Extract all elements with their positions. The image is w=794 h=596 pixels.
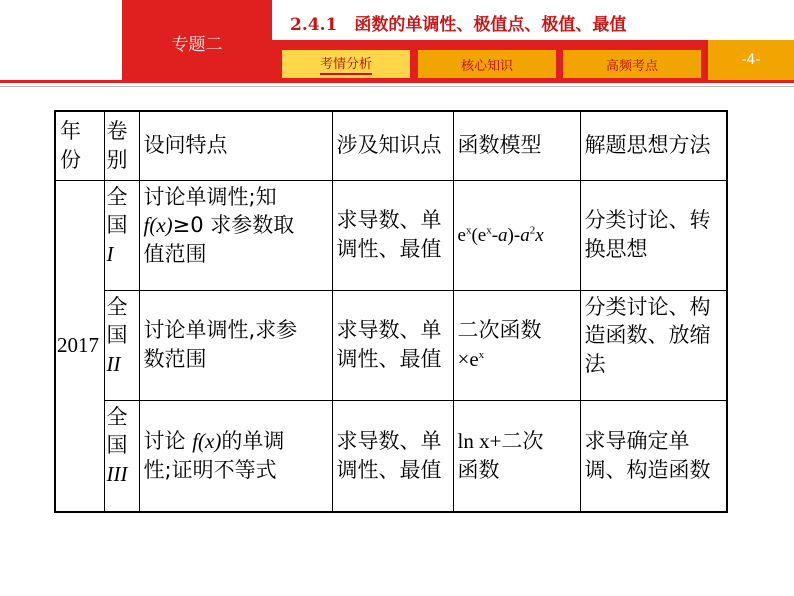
volume-numeral: II — [106, 352, 121, 377]
tab-core-knowledge-label: 核心知识 — [460, 58, 513, 74]
topic-banner — [122, 0, 272, 80]
exam-analysis-table — [54, 110, 728, 513]
header-knowledge: 涉及知识点 — [332, 111, 453, 180]
model-line: 函数 — [457, 457, 500, 482]
volume-cell — [104, 180, 139, 290]
method-text: 求导确定单 调、构造函数 — [584, 428, 711, 482]
tab-core-knowledge[interactable] — [418, 50, 556, 78]
tab-frequent-points[interactable] — [563, 50, 701, 78]
topic-label: 专题二 — [171, 34, 223, 55]
table-row — [55, 180, 727, 290]
volume-numeral: III — [106, 462, 128, 487]
table-header-row — [55, 111, 727, 180]
volume-prefix: 全国 — [106, 294, 128, 348]
section-title: 2.4.1 函数的单调性、极值点、极值、最值 — [290, 15, 627, 35]
feature-text: ≥0 求参数取 — [172, 213, 295, 238]
method-cell — [580, 180, 727, 290]
model-line: 二次函数 — [457, 318, 542, 343]
knowledge-cell — [332, 180, 453, 290]
model-line: ln x+二次 — [457, 428, 544, 453]
volume-cell — [104, 400, 139, 512]
header-divider — [0, 80, 794, 83]
volume-numeral: I — [106, 242, 114, 267]
feature-text: 讨论单调性,求参 数范围 — [143, 318, 298, 371]
function-fx: f(x) — [192, 428, 222, 453]
volume-prefix: 全国 — [106, 184, 128, 238]
feature-line: 值范围 — [143, 242, 207, 267]
feature-text: 的单调 — [221, 428, 285, 453]
volume-prefix: 全国 — [106, 404, 128, 458]
feature-line: 性;证明不等式 — [143, 457, 277, 482]
feature-line: 讨论单调性;知 — [143, 184, 277, 209]
knowledge-text: 求导数、单 调性、最值 — [336, 318, 442, 371]
model-cell — [453, 400, 580, 512]
model-cell — [453, 290, 580, 400]
knowledge-text: 求导数、单 调性、最值 — [336, 428, 442, 482]
header-model: 函数模型 — [453, 111, 580, 180]
header-divider-thin — [0, 86, 794, 87]
year-cell: 2017 — [55, 180, 104, 512]
knowledge-cell — [332, 400, 453, 512]
knowledge-text: 求导数、单 调性、最值 — [336, 208, 442, 261]
knowledge-cell — [332, 290, 453, 400]
header-year: 年份 — [55, 111, 104, 180]
tab-analysis-label: 考情分析 — [320, 53, 372, 75]
method-text: 分类讨论、转 换思想 — [584, 208, 711, 261]
page-number — [708, 40, 794, 80]
feature-cell — [139, 290, 332, 400]
header-method: 解题思想方法 — [580, 111, 727, 180]
header-feature: 设问特点 — [139, 111, 332, 180]
function-fx: f(x) — [143, 213, 173, 238]
model-formula: $e^x(e^x-a)-a^2x$ — [457, 225, 544, 247]
volume-cell — [104, 290, 139, 400]
header-volume: 卷别 — [104, 111, 139, 180]
model-cell — [453, 180, 580, 290]
feature-line — [144, 211, 328, 240]
feature-cell — [139, 400, 332, 512]
tab-analysis[interactable] — [282, 50, 410, 78]
feature-text: 讨论 — [143, 428, 193, 453]
feature-line — [144, 427, 328, 456]
table-row — [55, 290, 727, 400]
page-number-label: -4- — [741, 52, 761, 68]
method-cell — [580, 290, 727, 400]
table-row — [55, 400, 727, 512]
tab-frequent-points-label: 高频考点 — [605, 58, 658, 74]
model-line: $\times e^x$ — [457, 347, 485, 371]
method-text: 分类讨论、构 造函数、放缩 法 — [584, 294, 711, 377]
method-cell — [580, 400, 727, 512]
feature-cell — [139, 180, 332, 290]
